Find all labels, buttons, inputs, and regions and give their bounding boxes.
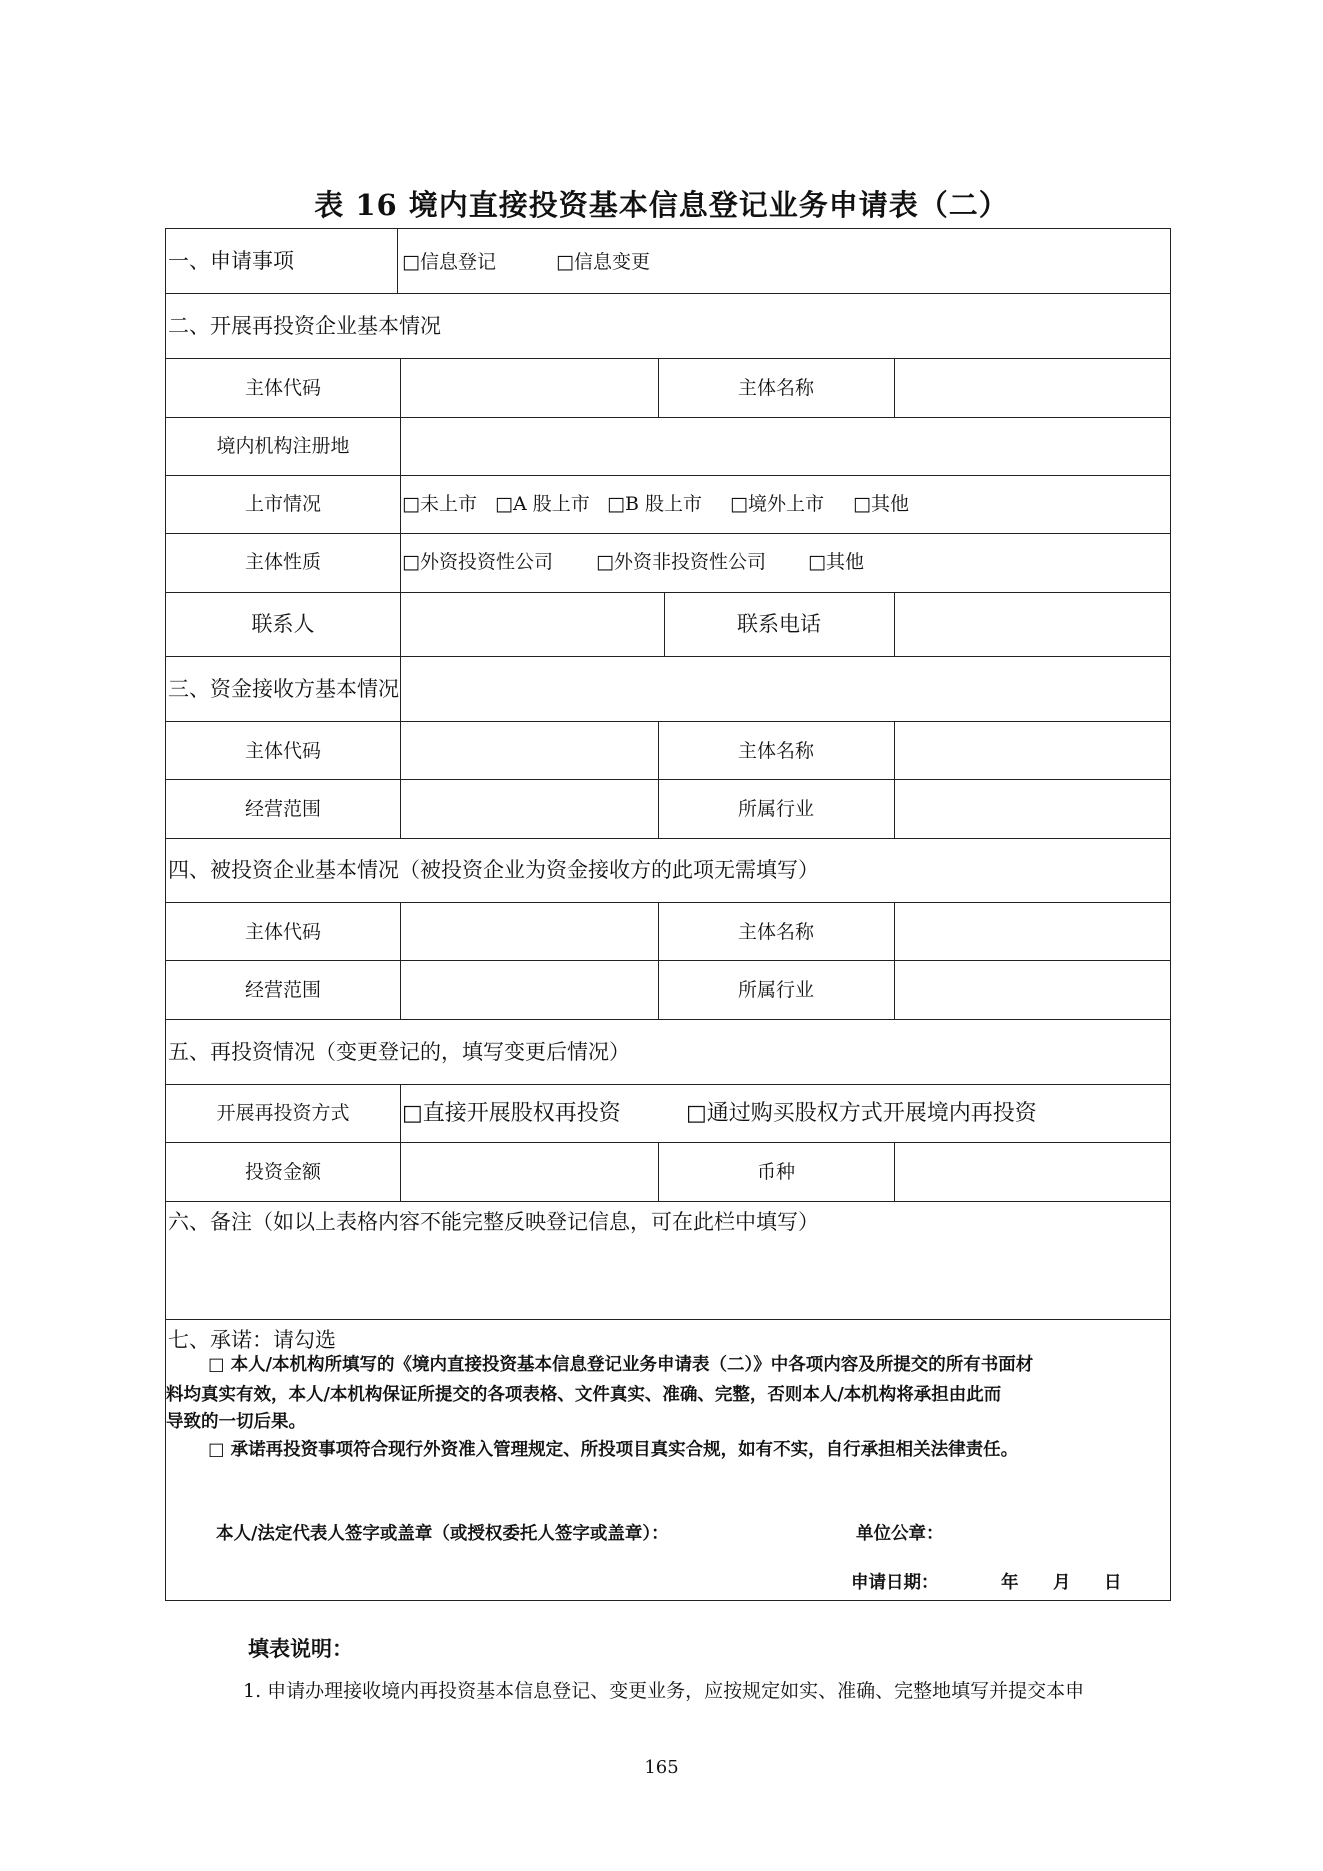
remarks-field[interactable]: [166, 1237, 1169, 1317]
s5-amount-label: 投资金额: [244, 1161, 321, 1183]
section-6-label: 六、备注（如以上表格内容不能完整反映登记信息，可在此栏中填写）: [168, 1210, 819, 1234]
s4-entity-code-field[interactable]: [402, 904, 657, 959]
row-divider: [166, 358, 1170, 359]
row-divider: [166, 293, 1170, 294]
pledge-1-line-1[interactable]: □ 本人/本机构所填写的《境内直接投资基本信息登记业务申请表（二）》中各项内容及所提交的所有书面材: [208, 1355, 1034, 1375]
row-divider: [166, 1142, 1170, 1143]
s4-entity-name-field[interactable]: [896, 904, 1166, 959]
s2-phone-label: 联系电话: [737, 612, 821, 636]
s4-entity-code-label: 主体代码: [244, 921, 321, 943]
row-divider: [166, 779, 1170, 780]
col-divider: [400, 902, 401, 1019]
s4-entity-name-label: 主体名称: [737, 921, 814, 943]
s2-phone-field[interactable]: [896, 594, 1166, 654]
option-nature-other[interactable]: □其他: [808, 551, 864, 573]
s5-currency-label: 币种: [756, 1161, 795, 1183]
section-7-label: 七、承诺：请勾选: [168, 1328, 336, 1352]
pledge-1-line-2: 料均真实有效，本人/本机构保证所提交的各项表格、文件真实、准确、完整，否则本人/本机构将承担由此而: [166, 1385, 1002, 1405]
col-divider: [894, 721, 895, 838]
row-divider: [166, 1319, 1170, 1320]
s2-nature-label: 主体性质: [244, 551, 321, 573]
s5-amount-field[interactable]: [402, 1144, 657, 1199]
option-info-change[interactable]: □信息变更: [556, 251, 650, 273]
section-3-label: 三、资金接收方基本情况: [168, 677, 399, 701]
s2-contact-label: 联系人: [251, 612, 315, 636]
option-overseas[interactable]: □境外上市: [730, 493, 824, 515]
date-month: 月: [1053, 1573, 1071, 1593]
s5-method-options: [402, 1096, 1037, 1127]
option-purchase-equity-reinvest[interactable]: □通过购买股权方式开展境内再投资: [686, 1101, 1037, 1126]
row-divider: [166, 1201, 1170, 1202]
option-foreign-non-investment-co[interactable]: □外资非投资性公司: [596, 551, 766, 573]
row-divider: [166, 902, 1170, 903]
notes-title: 填表说明：: [248, 1637, 353, 1661]
s3-entity-name-field[interactable]: [896, 723, 1166, 778]
option-a-share[interactable]: □A 股上市: [495, 493, 590, 515]
form-title: 表 16 境内直接投资基本信息登记业务申请表（二）: [314, 188, 1009, 222]
s4-industry-label: 所属行业: [737, 979, 814, 1001]
s5-method-label: 开展再投资方式: [216, 1102, 350, 1124]
s2-listing-label: 上市情况: [244, 493, 321, 515]
s2-reg-place-label: 境内机构注册地: [216, 435, 350, 457]
s2-nature-options: [402, 547, 864, 574]
col-divider: [894, 592, 895, 656]
s5-currency-field[interactable]: [896, 1144, 1166, 1199]
row-divider: [166, 475, 1170, 476]
row-divider: [166, 656, 1170, 657]
option-foreign-investment-co[interactable]: □外资投资性公司: [402, 551, 553, 573]
s3-industry-field[interactable]: [896, 781, 1166, 836]
row-divider: [166, 1084, 1170, 1085]
row-divider: [166, 533, 1170, 534]
row-divider: [166, 960, 1170, 961]
s2-listing-options: [402, 489, 909, 516]
section-1-options: [402, 247, 650, 274]
date-day: 日: [1104, 1573, 1122, 1593]
s4-scope-label: 经营范围: [244, 979, 321, 1001]
col-divider: [894, 902, 895, 1019]
s4-industry-field[interactable]: [896, 962, 1166, 1017]
s3-industry-label: 所属行业: [737, 798, 814, 820]
apply-date-label: 申请日期：: [851, 1573, 939, 1593]
s3-entity-name-label: 主体名称: [737, 740, 814, 762]
row-divider: [166, 721, 1170, 722]
s2-contact-field[interactable]: [402, 594, 663, 654]
section-2-label: 二、开展再投资企业基本情况: [168, 314, 441, 338]
s2-reg-place-field[interactable]: [402, 419, 1166, 473]
row-divider: [166, 838, 1170, 839]
s2-entity-code-field[interactable]: [402, 360, 657, 415]
section-1-label: 一、申请事项: [168, 249, 294, 273]
s3-scope-label: 经营范围: [244, 798, 321, 820]
s3-scope-field[interactable]: [402, 781, 657, 836]
unit-seal-label: 单位公章：: [856, 1524, 944, 1544]
section-4-label: 四、被投资企业基本情况（被投资企业为资金接收方的此项无需填写）: [168, 858, 819, 882]
s2-entity-code-label: 主体代码: [244, 377, 321, 399]
s2-entity-name-field[interactable]: [896, 360, 1166, 415]
option-other[interactable]: □其他: [853, 493, 909, 515]
date-year: 年: [1001, 1573, 1019, 1593]
pledge-2[interactable]: □ 承诺再投资事项符合现行外资准入管理规定、所投项目真实合规，如有不实，自行承担相关法律责任。: [208, 1440, 1019, 1460]
s2-entity-name-label: 主体名称: [737, 377, 814, 399]
option-direct-equity-reinvest[interactable]: □直接开展股权再投资: [402, 1101, 621, 1126]
page-number: 165: [644, 1757, 679, 1778]
row-divider: [166, 1019, 1170, 1020]
option-info-register[interactable]: □信息登记: [402, 251, 496, 273]
pledge-1-line-3: 导致的一切后果。: [166, 1412, 306, 1432]
row-divider: [166, 417, 1170, 418]
notes-line-1: 1. 申请办理接收境内再投资基本信息登记、变更业务，应按规定如实、准确、完整地填写并提交本申: [243, 1680, 1085, 1702]
s4-scope-field[interactable]: [402, 962, 657, 1017]
row-divider: [166, 592, 1170, 593]
s3-entity-code-label: 主体代码: [244, 740, 321, 762]
s3-entity-code-field[interactable]: [402, 723, 657, 778]
col-divider: [894, 1142, 895, 1201]
col-divider: [400, 358, 401, 721]
application-form: [165, 228, 1171, 1601]
col-divider: [894, 358, 895, 417]
col-divider: [400, 721, 401, 838]
col-divider: [400, 1084, 401, 1201]
signature-label: 本人/法定代表人签字或盖章（或授权委托人签字或盖章）：: [216, 1524, 669, 1544]
section-5-label: 五、再投资情况（变更登记的，填写变更后情况）: [168, 1040, 630, 1064]
option-unlisted[interactable]: □未上市: [402, 493, 477, 515]
option-b-share[interactable]: □B 股上市: [607, 493, 702, 515]
col-divider: [397, 229, 398, 293]
